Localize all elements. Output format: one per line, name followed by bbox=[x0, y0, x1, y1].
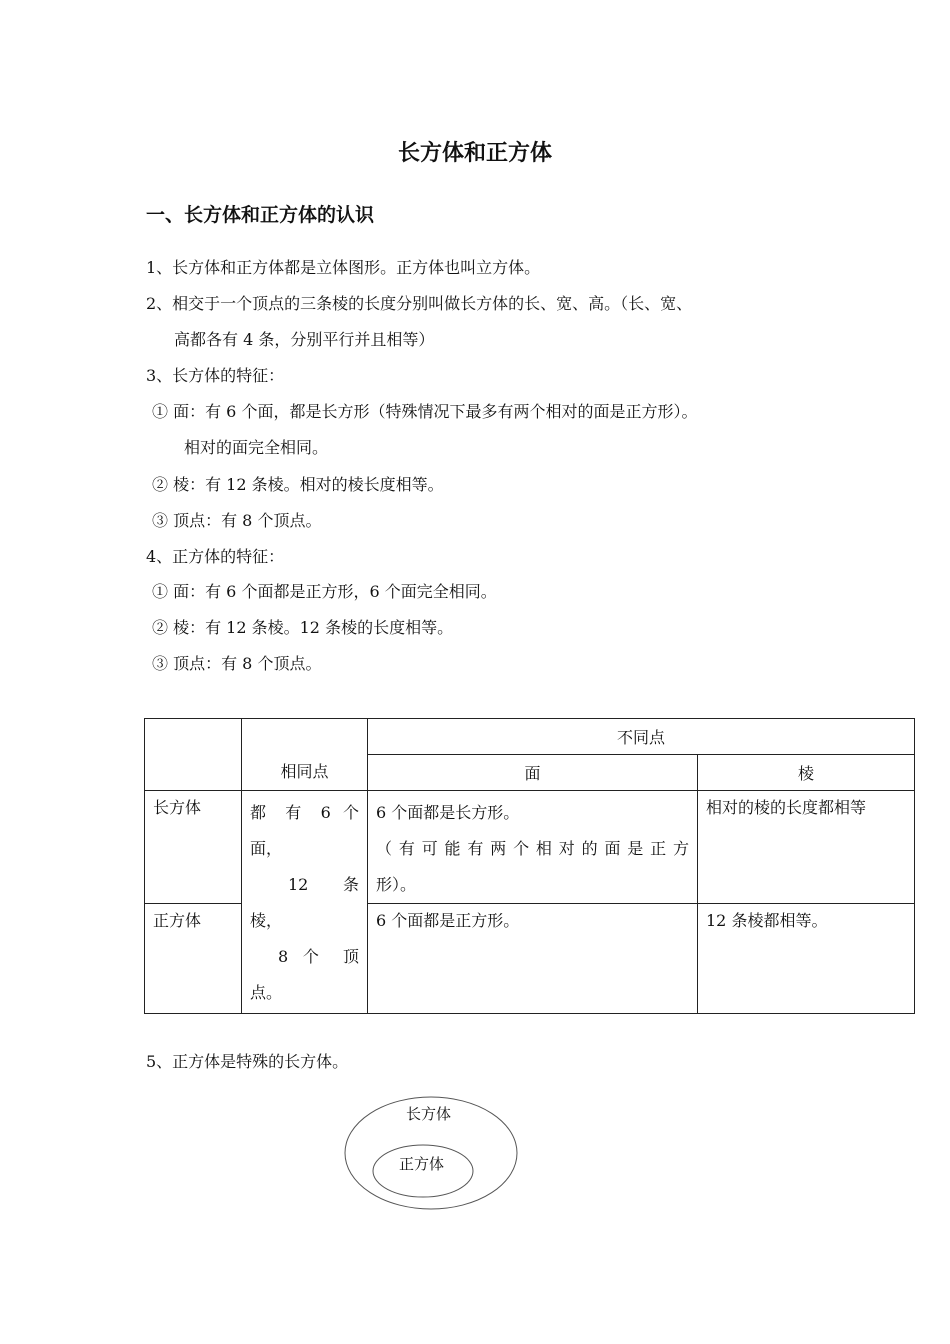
venn-inner-label: 正方体 bbox=[399, 1155, 445, 1173]
section-heading: 一、长方体和正方体的认识 bbox=[146, 204, 375, 226]
cube-vertex-item: ③ 顶点：有 8 个顶点。 bbox=[152, 654, 322, 673]
cuboid-vertex-item: ③ 顶点：有 8 个顶点。 bbox=[152, 511, 322, 530]
row-cube-face: 6 个面都是正方形。 bbox=[368, 904, 698, 1014]
paragraph-1: 1、长方体和正方体都是立体图形。正方体也叫立方体。 bbox=[146, 258, 541, 277]
paragraph-2a: 2、相交于一个顶点的三条棱的长度分别叫做长方体的长、宽、高。（长、宽、 bbox=[146, 294, 693, 313]
row-cuboid-name: 长方体 bbox=[145, 791, 242, 904]
paragraph-5: 5、正方体是特殊的长方体。 bbox=[146, 1052, 349, 1071]
same-points-cell: 都 有 6 个 面， 12 条 棱， 8 个 顶 点。 bbox=[242, 791, 368, 1014]
header-face: 面 bbox=[368, 755, 698, 791]
table-corner-cell bbox=[145, 719, 242, 791]
cuboid-face-item: ① 面：有 6 个面，都是长方形（特殊情况下最多有两个相对的面是正方形）。 bbox=[152, 402, 698, 421]
paragraph-4: 4、正方体的特征： bbox=[146, 547, 285, 566]
paragraph-2b: 高都各有 4 条，分别平行并且相等） bbox=[174, 330, 435, 349]
cuboid-edge-item: ② 棱：有 12 条棱。相对的棱长度相等。 bbox=[152, 475, 444, 494]
header-same: 相同点 bbox=[242, 719, 368, 791]
row-cube-name: 正方体 bbox=[145, 904, 242, 1014]
row-cube-edge: 12 条棱都相等。 bbox=[698, 904, 915, 1014]
paragraph-3: 3、长方体的特征： bbox=[146, 366, 285, 385]
cube-edge-item: ② 棱：有 12 条棱。12 条棱的长度相等。 bbox=[152, 618, 454, 637]
cube-face-item: ① 面：有 6 个面都是正方形，6 个面完全相同。 bbox=[152, 582, 497, 601]
venn-diagram bbox=[343, 1095, 521, 1215]
header-diff: 不同点 bbox=[368, 719, 915, 755]
cuboid-face-item-cont: 相对的面完全相同。 bbox=[184, 438, 329, 457]
row-cuboid-face: 6 个面都是长方形。 （有可能有两个相对的面是正方 形）。 bbox=[368, 791, 698, 904]
venn-outer-label: 长方体 bbox=[406, 1105, 452, 1123]
page-title: 长方体和正方体 bbox=[397, 141, 552, 166]
header-edge: 棱 bbox=[698, 755, 915, 791]
row-cuboid-edge: 相对的棱的长度都相等 bbox=[698, 791, 915, 904]
comparison-table bbox=[144, 718, 915, 1014]
